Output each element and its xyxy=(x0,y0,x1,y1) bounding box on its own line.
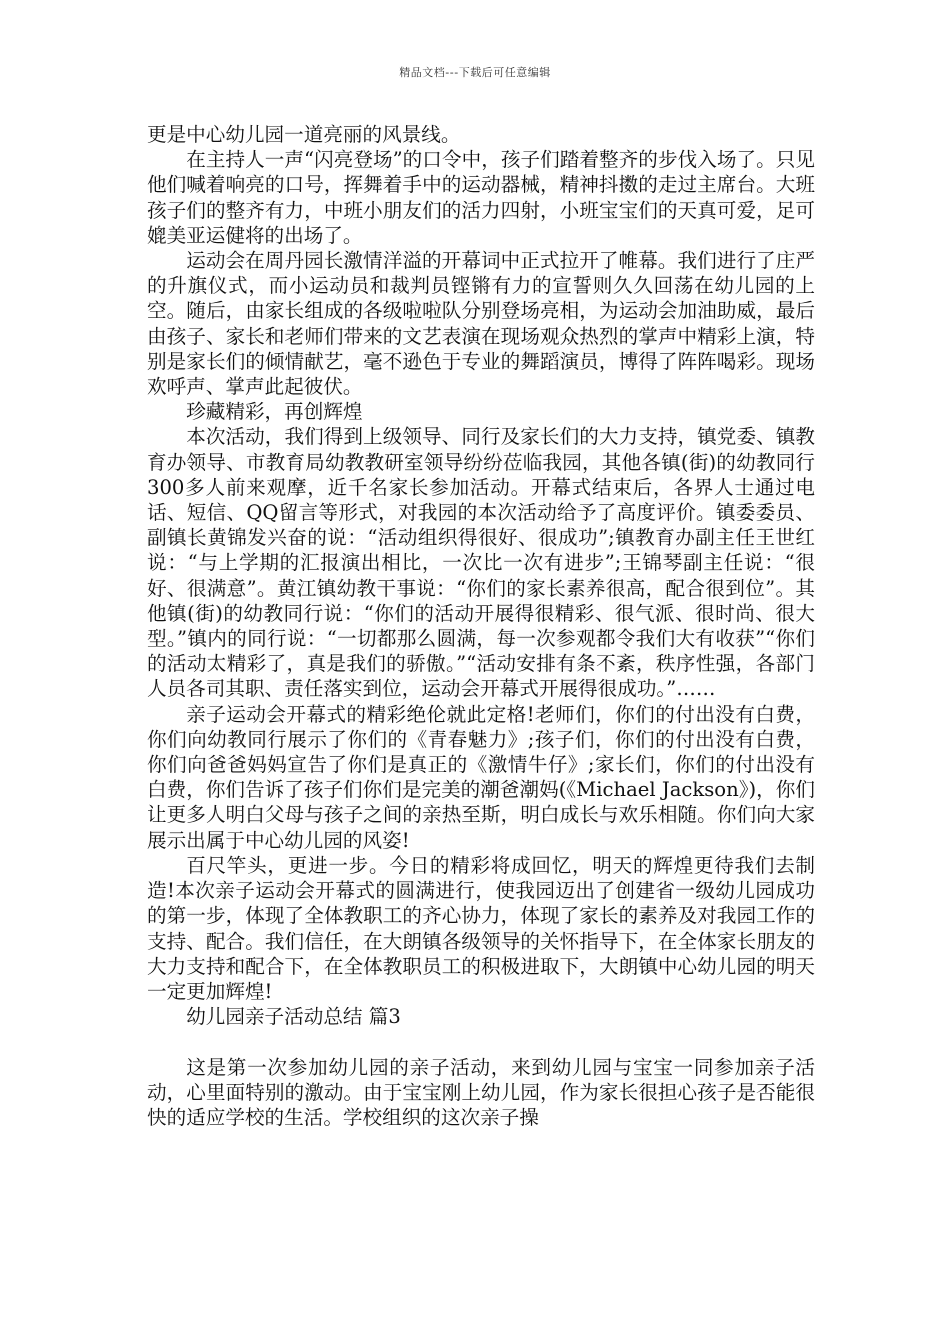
paragraph-3: 运动会在周丹园长激情洋溢的开幕词中正式拉开了帷幕。我们进行了庄严的升旗仪式，而小运动员和裁判员铿锵有力的宣誓则久久回荡在幼儿园的上空。随后，由家长组成的各级啦啦队分别登场亮相，为运动会加油助威，最后由孩子、家长和老师们带来的文艺表演在现场观众热烈的掌声中精彩上演，特别是家长们的倾情献艺，毫不逊色于专业的舞蹈演员，博得了阵阵喝彩。现场欢呼声、掌声此起彼伏。 xyxy=(147,249,815,399)
page-header: 精品文档---下载后可任意编辑 xyxy=(399,66,551,79)
blank-line xyxy=(147,1029,815,1054)
paragraph-4: 本次活动，我们得到上级领导、同行及家长们的大力支持，镇党委、镇教育办领导、市教育局幼教教研室领导纷纷莅临我园，其他各镇(街)的幼教同行300多人前来观摩，近千名家长参加活动。开幕式结束后，各界人士通过电话、短信、QQ留言等形式，对我园的本次活动给予了高度评价。镇委委员、副镇长黄锦发兴奋的说：“活动组织得很好、很成功”;镇教育办副主任王世红说：“与上学期的汇报演出相比，一次比一次有进步”;王锦琴副主任说：“很好、很满意”。黄江镇幼教干事说：“你们的家长素养很高，配合很到位”。其他镇(街)的幼教同行说：“你们的活动开展得很精彩、很气派、很时尚、很大型。”镇内的同行说：“一切都那么圆满，每一次参观都令我们大有收获”“你们的活动太精彩了，真是我们的骄傲。”“活动安排有条不紊，秩序性强，各部门人员各司其职、责任落实到位，运动会开幕式开展得很成功。”…… xyxy=(147,425,815,701)
paragraph-5: 亲子运动会开幕式的精彩绝伦就此定格!老师们，你们的付出没有白费，你们向幼教同行展示了你们的《青春魅力》;孩子们，你们的付出没有白费，你们向爸爸妈妈宣告了你们是真正的《激情牛仔》;家长们，你们的付出没有白费，你们告诉了孩子们你们是完美的潮爸潮妈(《Michael Jackson》)，你们让更多人明白父母与孩子之间的亲热至斯，明白成长与欢乐相随。你们向大家展示出属于中心幼儿园的风姿! xyxy=(147,702,815,852)
section-heading-part3: 幼儿园亲子活动总结 篇3 xyxy=(186,1005,401,1029)
paragraph-7: 这是第一次参加幼儿园的亲子活动，来到幼儿园与宝宝一同参加亲子活动，心里面特别的激动。由于宝宝刚上幼儿园，作为家长很担心孩子是否能很快的适应学校的生活。学校组织的这次亲子操 xyxy=(147,1055,815,1129)
section-heading-treasure: 珍藏精彩，再创辉煌 xyxy=(186,400,363,424)
paragraph-2: 在主持人一声“闪亮登场”的口令中，孩子们踏着整齐的步伐入场了。只见他们喊着响亮的口号，挥舞着手中的运动器械，精神抖擞的走过主席台。大班孩子们的整齐有力，中班小朋友们的活力四射，小班宝宝们的天真可爱，足可媲美亚运健将的出场了。 xyxy=(147,148,815,247)
paragraph-1: 更是中心幼儿园一道亮丽的风景线。 xyxy=(147,123,461,146)
paragraph-6: 百尺竿头，更进一步。今日的精彩将成回忆，明天的辉煌更待我们去制造!本次亲子运动会开幕式的圆满进行，使我园迈出了创建省一级幼儿园成功的第一步，体现了全体教职工的齐心协力，体现了家长的素养及对我园工作的支持、配合。我们信任，在大朗镇各级领导的关怀指导下，在全体家长朋友的大力支持和配合下，在全体教职员工的积极进取下，大朗镇中心幼儿园的明天一定更加辉煌! xyxy=(147,853,815,1003)
document-body xyxy=(147,122,815,1130)
